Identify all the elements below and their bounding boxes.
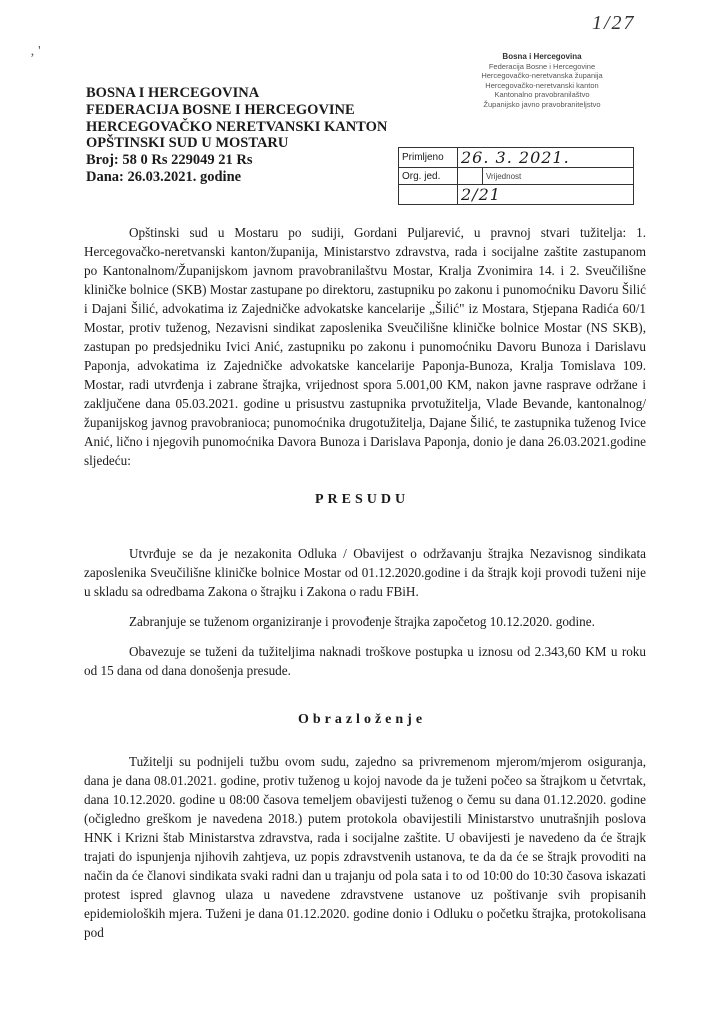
stamp-line: Bosna i Hercegovina: [502, 52, 582, 61]
stray-mark: ‚ ': [30, 44, 41, 59]
org-unit-value: [458, 168, 483, 185]
header-line-canton: HERCEGOVAČKO NERETVANSKI KANTON: [86, 118, 388, 135]
verdict-section: [84, 642, 646, 680]
verdict-paragraph: Zabranjuje se tuženom organiziranje i provođenje štrajka započetog 10.12.2020. godine.: [129, 614, 595, 629]
registry-row3-value: 2/21: [458, 185, 634, 205]
document-date: Dana: 26.03.2021. godine: [86, 168, 242, 185]
header-line-federation: FEDERACIJA BOSNE I HERCEGOVINE: [86, 101, 355, 118]
verdict-paragraph: Utvrđuje se da je nezakonita Odluka / Obavijest o održavanju štrajka Nezavisnog sindikata zaposlenika Sveučilišne kliničke bolnice Mostar od 01.12.2020.godine i da štrajk koji provodi tuženi nije u skladu sa odredbama Zakona o štrajku i Zakona o radu FBiH.: [84, 546, 646, 599]
value-label: Vrijednost: [482, 168, 633, 185]
verdict-section: [84, 612, 646, 631]
verdict-section: [84, 544, 646, 601]
intro-section: [84, 223, 646, 470]
page-number: 1/27: [592, 12, 636, 34]
registry-row3-label: [399, 185, 458, 205]
verdict-paragraph: Obavezuje se tuženi da tužiteljima naknadi troškove postupka u iznosu od 2.343,60 KM u roku od 15 dana od dana donošenja presude.: [84, 644, 646, 678]
reasoning-section: [84, 752, 646, 942]
stamp-line: Hercegovačko-neretvanska županija: [481, 71, 603, 80]
stamp-line: Hercegovačko-neretvanski kanton: [485, 80, 599, 90]
reasoning-heading: Obrazloženje: [297, 712, 427, 727]
registry-stamp: [398, 147, 634, 205]
intro-paragraph: Opštinski sud u Mostaru po sudiji, Gordani Puljarević, u pravnoj stvari tužitelja: 1. Hercegovačko-neretvanski kanton/županija, Ministarstvo zdravstva, rada i socijalne zaštite zastupanom po Kantonalnom/Županijskom javnom pravobranilaštvu Mostar, Kralja Zvonimira 14. i 2. Sveučilišne kliničke bolnice (SKB) Mostar zastupane po direktoru, zastupniku po zakonu i punomoćniku Davoru Šilić i Dajani Šilić, advokatima iz Zajedničke advokatske kancelarije „Šilić" iz Mostara, Stjepana Radića 60/1 Mostar, protiv tuženog, Nezavisni sindikat zaposlenika Sveučilišne kliničke bolnice Mostar (NS SKB), zastupan po predsjedniku Ivici Anić, zastupniku po zakonu i punomoćniku Davoru Bunoza i Darislavu Paponja, advokatima iz Zajedničke advokatske kancelarije Paponja-Bunoza, Kralja Tomislava 109. Mostar, radi utvrđenja i zabrane štrajka, vrijednost spora 5.001,00 KM, nakon javne rasprave održane i zaključene dana 05.03.2021. godine u prisustvu zastupnika prvotužitelja, Vlade Bevande, kantonalnog/županijskog javnog pravobranioca; punomoćnika drugotužitelja, Dajane Šilić, te zastupnika tuženog Ivice Anić, lično i njegovih punomoćnika Davora Bunoza i Darislava Paponja, donio je dana 26.03.2021.godine sljedeću:: [84, 225, 646, 468]
stamp-line: Federacija Bosne i Hercegovine: [488, 61, 596, 71]
case-number: Broj: 58 0 Rs 229049 21 Rs: [86, 152, 253, 169]
received-date: 26. 3. 2021.: [458, 148, 634, 168]
office-stamp: [452, 52, 632, 109]
header-line-court: OPŠTINSKI SUD U MOSTARU: [86, 135, 289, 152]
received-label: Primljeno: [399, 148, 458, 168]
stamp-line: Županijsko javno pravobraniteljstvo: [483, 99, 601, 109]
court-header: [86, 85, 406, 186]
verdict-heading: PRESUDU: [314, 492, 410, 507]
reasoning-paragraph: Tužitelji su podnijeli tužbu ovom sudu, zajedno sa privremenom mjerom/mjerom osiguranja, dana je dana 08.01.2021. godine, protiv tuženog u kojoj navode da je tuženi počeo sa štrajkom u četvrtak, dana 10.12.2020. godine u 08:00 časova temeljem obavijesti tuženog o čemu su dana 01.12.2020. godine (očigledno greškom je navedena 2018.) putem protokola obavijestili Ministarstvo unutrašnjih poslova HNK i Krizni štab Ministarstva zdravstva, rada i socijalne zaštite. U obavijesti je navedeno da će štrajk trajati do ispunjenja njihovih zahtjeva, uz popis zdravstvenih ustanova, te da da će se štrajk provoditi na način da će članovi sindikata svaki radni dan u trajanju od pola sata i to od 10:00 do 10:30 časova iskazati protest ispred glavnog ulaza u navedene zdravstvene ustanove uz poštivanje svih propisanih epidemioloških mjera. Tuženi je dana 01.12.2020. godine donio i Odluku o početku štrajka, protokolisana pod: [84, 754, 646, 940]
org-unit-label: Org. jed.: [399, 168, 458, 185]
stamp-line: Kantonalno pravobranilaštvo: [494, 90, 590, 99]
header-line-country: BOSNA I HERCEGOVINA: [86, 85, 260, 101]
